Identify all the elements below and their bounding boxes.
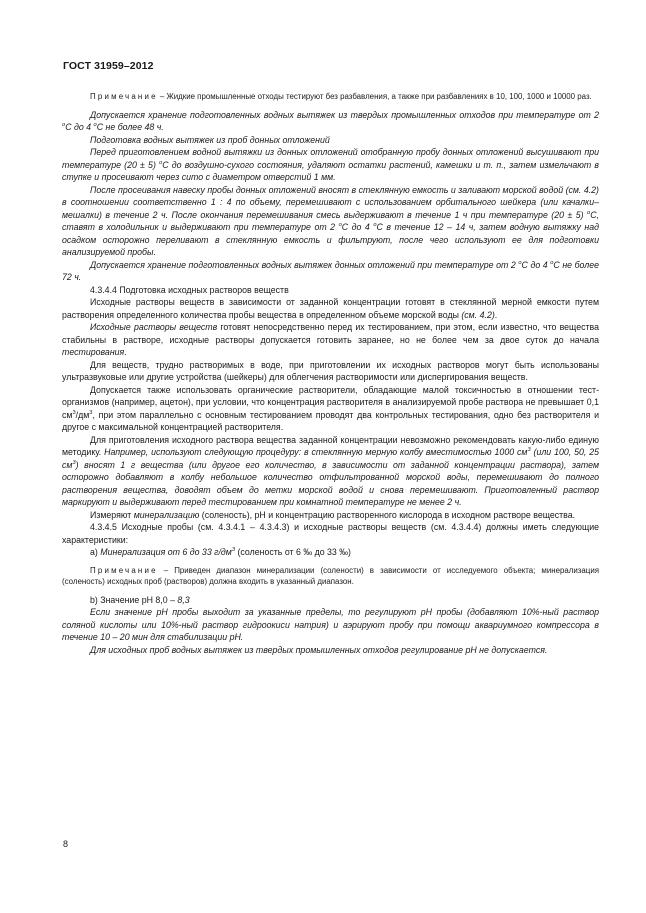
paragraph [62, 321, 599, 359]
text-run: 4.3.4.4 Подготовка исходных растворов веществ [90, 284, 289, 295]
text-run: Если значение pH пробы выходит за указанные пределы, то регулируют pH пробы (добавляют 10%-ный раствор соляной кислоты или 10%-ный раствор гидроокиси натрия) и аэрируют пробу при помощи аквариумного компрессора в течение 10 – 20 мин для стабилизации pH. [62, 607, 599, 642]
paragraph [62, 284, 599, 297]
note-paragraph [62, 91, 599, 103]
text-run: b) Значение pH 8,0 – [90, 594, 178, 605]
paragraph [62, 359, 599, 384]
text-run: . [124, 347, 127, 357]
text-run: С до воздушно-сухого состояния, удаляют остатки растений, камешки и т. п., затем измельчают в ступке и просеивают через сито с диаметром отверстий 1 мм. [62, 159, 599, 182]
text-run: Допускается также использовать органические растворители, обладающие малой токсичностью в отношении тест-организмов (например, ацетон), при условии, что концентрация растворителя в анализируемой пробе раствора не превышает 0,1 см [62, 384, 599, 420]
text-run: (соленость от 6 ‰ до 33 ‰) [235, 547, 351, 557]
text-run: – Жидкие промышленные отходы тестируют без разбавления, а также при разбавлениях в 10, 100, 1000 и 10000 раз. [157, 92, 592, 101]
paragraph [62, 384, 599, 434]
text-run: о [550, 259, 554, 266]
paragraph [62, 259, 599, 284]
text-run: 4.3.4.5 Исходные пробы (см. 4.3.4.1 – 4.3.4.3) и исходные растворы веществ (см. 4.3.4.4) должны иметь следующие характеристики: [62, 522, 599, 545]
text-run: ) вносят 1 г вещества (или другое его количество, в зависимости от заданной концентрации раствора), затем осторожно добавляют в колбу небольшое количество отфильтрованной морской воды, перемешивают до полного растворения вещества, доводят объем до метки морской водой и снова перемешивают. Приготовленный раствор маркируют и выдерживают перед тестированием при комнатной температуре не менее 2 ч. [62, 459, 599, 507]
text-run: 3 [231, 547, 236, 554]
text-run: Минерализация от 6 до 33 г/дм [100, 547, 232, 557]
page-number: 8 [63, 839, 69, 849]
text-run: Например, используют следующую процедуру: в стеклянную мерную колбу вместимостью 1000 см [104, 447, 528, 457]
paragraph [62, 546, 599, 559]
text-run: 3 [89, 409, 93, 416]
text-run: С не более 48 ч. [96, 122, 164, 132]
text-run: о [587, 209, 591, 216]
text-run: 8,3 [177, 594, 190, 605]
text-run: тестирования [62, 347, 125, 357]
text-run: После просеивания навеску пробы донных отложений вносят в стеклянную емкость и заливают морской водой (см. 4.2) в соотношении соответственно 1 : 4 по объему, перемешивают с использованием орбитального шейкера (или качалки–мешалки) в течение 2 ч. После окончания перемешивания смесь выдерживают в течение 1 ч при температуре (20 ± 5) [62, 184, 599, 220]
text-run: 3 [72, 459, 76, 466]
text-run: о [62, 122, 66, 129]
paragraph [62, 606, 599, 644]
text-run: , при этом параллельно с основным тестированием проводят два контрольных тестирования, одно без растворителя и другое с максимальной концентрацией растворителя. [62, 409, 599, 432]
paragraph [62, 594, 599, 607]
text-run: о [93, 122, 97, 129]
paragraph [62, 296, 599, 321]
text-run: Допускается хранение подготовленных водных вытяжек донных отложений при температуре от 2 [90, 259, 519, 270]
text-run: 3 [527, 447, 531, 454]
paragraph [62, 509, 599, 522]
text-run: (соленость), pH и концентрацию растворенного кислорода в исходном растворе вещества. [199, 509, 576, 520]
note-label: Примечание [90, 92, 158, 101]
text-run: Для веществ, трудно растворимых в воде, при приготовлении их исходных растворов могут быть использованы ультразвуковые или другие устройства (шейкеры) для облегчения растворимости или диспергирования веществ. [62, 359, 599, 382]
text-run: С до 4 [521, 259, 551, 270]
text-run: о [373, 222, 377, 229]
text-run: Для приготовления исходного раствора вещества заданной концентрации невозможно рекомендовать какую-либо единую методику. [62, 434, 599, 457]
standard-header: ГОСТ 31959–2012 [63, 60, 154, 72]
text-run: a) [90, 547, 101, 557]
text-run: готовят непосредственно перед их тестированием, при этом, если известно, что вещества стабильны в растворе, исходные растворы допускается готовить заранее, но не более чем за двое суток до начала [62, 322, 599, 345]
text-run: (см. 4.2) [461, 309, 495, 320]
text-run: 3 [72, 409, 76, 416]
text-run: /дм [75, 409, 90, 420]
paragraph [62, 184, 599, 259]
note-label: Примечание [90, 565, 158, 575]
text-run: С до 4 [341, 222, 374, 232]
body-text [62, 91, 599, 656]
text-run: о [338, 222, 342, 229]
text-run: С, ставят в холодильник и выдерживают при температуре от 2 [62, 209, 599, 232]
text-run: Исходные растворы веществ в зависимости от заданной концентрации готовят в стеклянной мерной емкости путем растворения определенного количества пробы вещества в определенном объеме морской воды [62, 297, 599, 320]
paragraph [62, 134, 599, 147]
text-run: минерализацию [133, 509, 200, 520]
paragraph [62, 434, 599, 509]
text-run: о [518, 259, 522, 266]
text-run: Перед приготовлением водной вытяжки из донных отложений отобранную пробу донных отложений высушивают при температуре (20 ± 5) [62, 147, 599, 170]
text-run: . [494, 309, 498, 320]
paragraph [62, 644, 599, 657]
note-paragraph [62, 565, 599, 588]
paragraph [62, 521, 599, 546]
text-run: (или 100, 50, 25 см [62, 447, 600, 470]
text-run: С в течение 12 – 14 ч, затем водную вытяжку над осадком осторожно переливают в стеклянную емкость и фильтруют, после чего используют ее для подготовки анализируемой пробы. [62, 222, 599, 257]
text-run: Исходные растворы веществ [90, 322, 218, 332]
text-run: С до 4 [65, 122, 94, 132]
paragraph [62, 146, 599, 184]
text-run: о [159, 159, 163, 166]
text-run: С не более 72 ч. [62, 259, 599, 282]
paragraph [62, 109, 599, 134]
text-run: Измеряют [90, 509, 134, 520]
text-run: Допускается хранение подготовленных водных вытяжек из твердых промышленных отходов при температуре от 2 [90, 109, 599, 120]
text-run: – Приведен диапазон минерализации (солености) в зависимости от исследуемого объекта; минерализация (соленость) исходных проб (растворов) должна входить в указанный диапазон. [62, 565, 599, 586]
text-run: Подготовка водных вытяжек из проб донных отложений [90, 134, 330, 145]
text-run: Для исходных проб водных вытяжек из твердых промышленных отходов регулирование pH не допускается. [90, 644, 548, 655]
